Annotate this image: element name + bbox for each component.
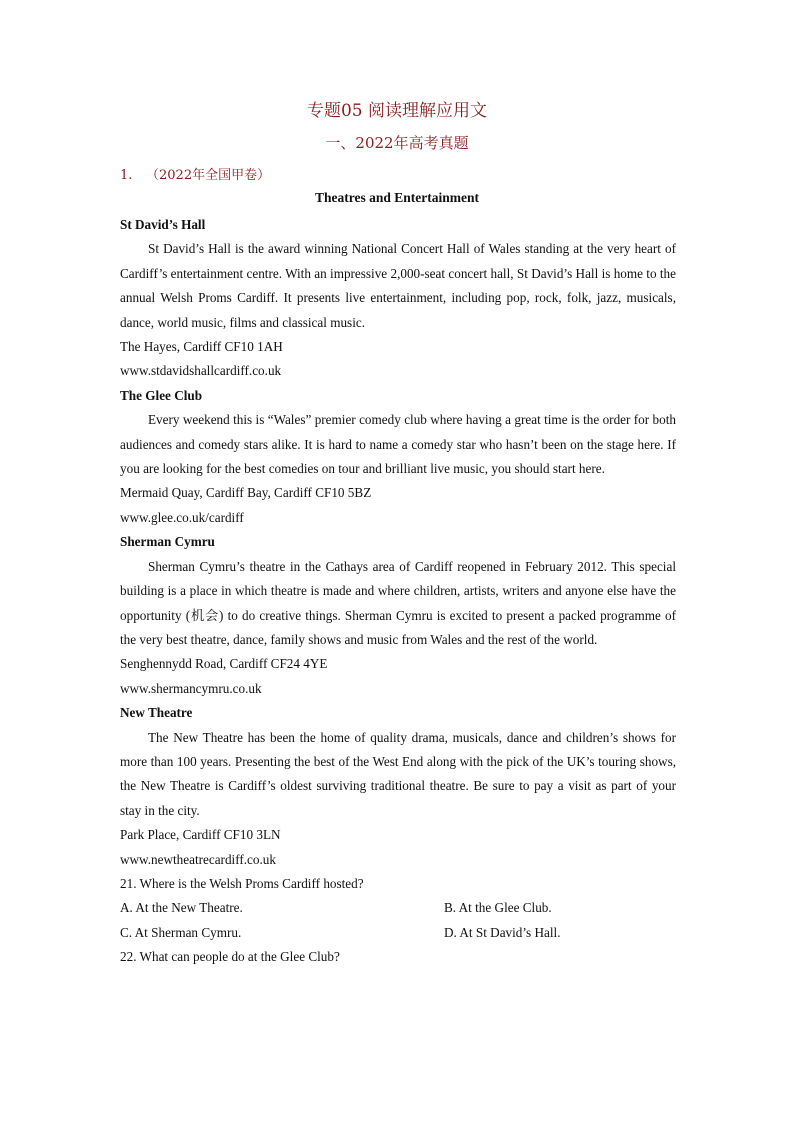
document-title: 专题05 阅读理解应用文 [306,101,488,121]
question-label [120,164,270,183]
venue-description: St David’s Hall is the award winning National Concert Hall of Wales standing at the very heart of Cardiff’s entertainment centre. With an impressive 2,000-seat concert hall, St David’s Hall is home to the annual Welsh Proms Cardiff. It presents live entertainment, including pop, rock, folk, jazz, musicals, dance, world music, films and classical music. [120,241,676,330]
venue-website: www.stdavidshallcardiff.co.uk [120,363,282,379]
venue-name: New Theatre [120,705,193,721]
venue-address: Park Place, Cardiff CF10 3LN [120,827,281,843]
section-title: 一、2022年高考真题 [325,134,469,152]
venue-website: www.shermancymru.co.uk [120,680,262,696]
options-row [120,921,676,945]
venue-website: www.newtheatrecardiff.co.uk [120,851,276,867]
venue-description: Sherman Cymru’s theatre in the Cathays area of Cardiff reopened in February 2012. This special building is a place in which theatre is made and where children, artists, writers and anyone else have the opportunity (机会) to do creative things. Sherman Cymru is excited to present a packed programme of the very best theatre, dance, family shows and music from Wales and the rest of the world. [120,558,676,647]
venue-name: Sherman Cymru [120,534,215,550]
venue-address: Mermaid Quay, Cardiff Bay, Cardiff CF10 5BZ [120,485,372,501]
option-c: C. At Sherman Cymru. [120,924,242,940]
venue-address: Senghennydd Road, Cardiff CF24 4YE [120,656,328,672]
venue-website: www.glee.co.uk/cardiff [120,509,244,525]
options-row [120,896,676,920]
passage-body [120,213,676,970]
venue-description: The New Theatre has been the home of quality drama, musicals, dance and children’s shows for more than 100 years. Presenting the best of the West End along with the pick of the UK’s touring shows, the New Theatre is Cardiff’s oldest surviving traditional theatre. Be sure to pay a visit as part of your stay in the city. [120,729,676,818]
venue-address: The Hayes, Cardiff CF10 1AH [120,339,283,355]
venue-description: Every weekend this is “Wales” premier comedy club where having a great time is the order for both audiences and comedy stars alike. It is hard to name a comedy star who hasn’t been on the stage here. If you are looking for the best comedies on tour and brilliant live music, you should start here. [120,412,676,477]
option-d: D. At St David’s Hall. [444,924,561,940]
passage-title: Theatres and Entertainment [315,190,479,205]
venue-name: The Glee Club [120,387,203,403]
question-text: 22. What can people do at the Glee Club? [120,949,340,965]
question-source: （2022年全国甲卷） [146,168,271,183]
option-b: B. At the Glee Club. [444,900,552,916]
question-number: 1. [120,168,133,183]
venue-name: St David’s Hall [120,217,206,232]
question-text: 21. Where is the Welsh Proms Cardiff hosted? [120,875,364,891]
option-a: A. At the New Theatre. [120,900,243,916]
